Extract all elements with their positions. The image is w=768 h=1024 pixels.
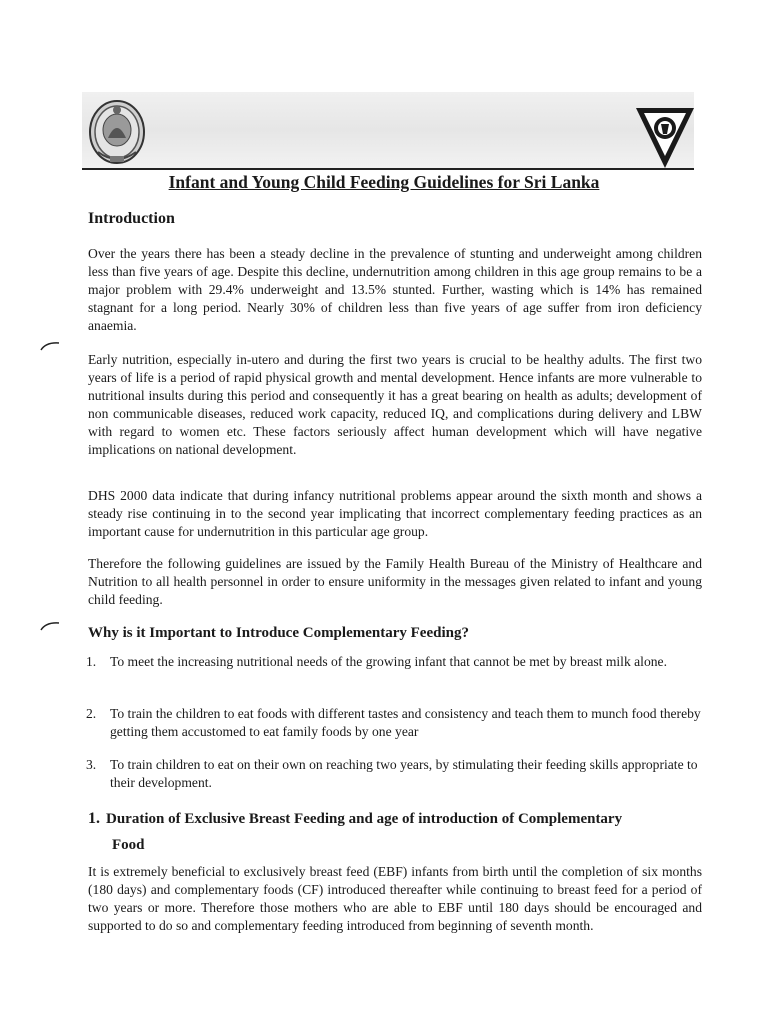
list-item — [86, 756, 706, 792]
list-item-number: 1. — [86, 654, 97, 669]
section-1-heading — [88, 806, 708, 858]
section-1-heading-line2: Food — [112, 837, 145, 853]
letterhead-band — [82, 92, 694, 170]
family-health-bureau-badge-icon — [634, 104, 696, 170]
intro-paragraph-3: DHS 2000 data indicate that during infancy nutritional problems appear around the sixth month and shows a steady rise continuing in to the second year implicating that incorrect complementary feeding practices as an important cause for undernutrition in this particular age group. — [88, 488, 702, 539]
introduction-heading: Introduction — [88, 210, 175, 227]
list-item — [86, 705, 706, 741]
list-item-number: 3. — [86, 757, 97, 772]
margin-pencil-mark — [40, 620, 60, 632]
why-complementary-heading: Why is it Important to Introduce Complementary Feeding? — [88, 625, 469, 641]
section-1-paragraph: It is extremely beneficial to exclusively breast feed (EBF) infants from birth until the completion of six months (180 days) and complementary foods (CF) introduced thereafter while continuing to breast feed for a period of two years or more. Therefore those mothers who are able to EBF until 180 days should be encouraged and supported to do so and complementary feeding introduced from beginning of seventh month. — [88, 864, 702, 933]
list-item — [86, 653, 706, 671]
section-number: 1. — [88, 810, 100, 827]
list-item-text: To train the children to eat foods with different tastes and consistency and teach them to munch food thereby getting them accustomed to eat family foods by one year — [110, 706, 701, 739]
intro-paragraph-4: Therefore the following guidelines are issued by the Family Health Bureau of the Ministry of Healthcare and Nutrition to all health personnel in order to ensure uniformity in the messages given related to infant and young child feeding. — [88, 556, 702, 607]
intro-paragraph-1: Over the years there has been a steady decline in the prevalence of stunting and underweight among children less than five years of age. Despite this decline, undernutrition among children in this age group remains to be a major problem with 29.4% underweight and 13.5% stunted. Further, wasting which is 14% has remained stagnant for a long period. Nearly 30% of children less than five years of age suffer from iron deficiency anaemia. — [88, 246, 702, 333]
margin-pencil-mark — [40, 340, 60, 352]
list-item-text: To train children to eat on their own on reaching two years, by stimulating their feeding skills appropriate to their development. — [110, 757, 698, 790]
list-item-number: 2. — [86, 706, 97, 721]
list-item-text: To meet the increasing nutritional needs of the growing infant that cannot be met by breast milk alone. — [110, 654, 667, 669]
section-1-heading-line1: Duration of Exclusive Breast Feeding and age of introduction of Complementary — [106, 811, 623, 827]
intro-paragraph-2: Early nutrition, especially in-utero and during the first two years is crucial to be healthy adults. The first two years of life is a period of rapid physical growth and mental development. Hence infants are more vulnerable to nutritional insults during this period and consequently it has a great bearing on health as adults; development of non communicable diseases, reduced work capacity, reduced IQ, and complications during delivery and LBW with regard to women etc. These factors seriously affect human development which will have negative implications on national development. — [88, 352, 702, 457]
document-title: Infant and Young Child Feeding Guidelines for Sri Lanka — [168, 172, 600, 192]
sri-lanka-emblem-icon — [86, 98, 148, 168]
